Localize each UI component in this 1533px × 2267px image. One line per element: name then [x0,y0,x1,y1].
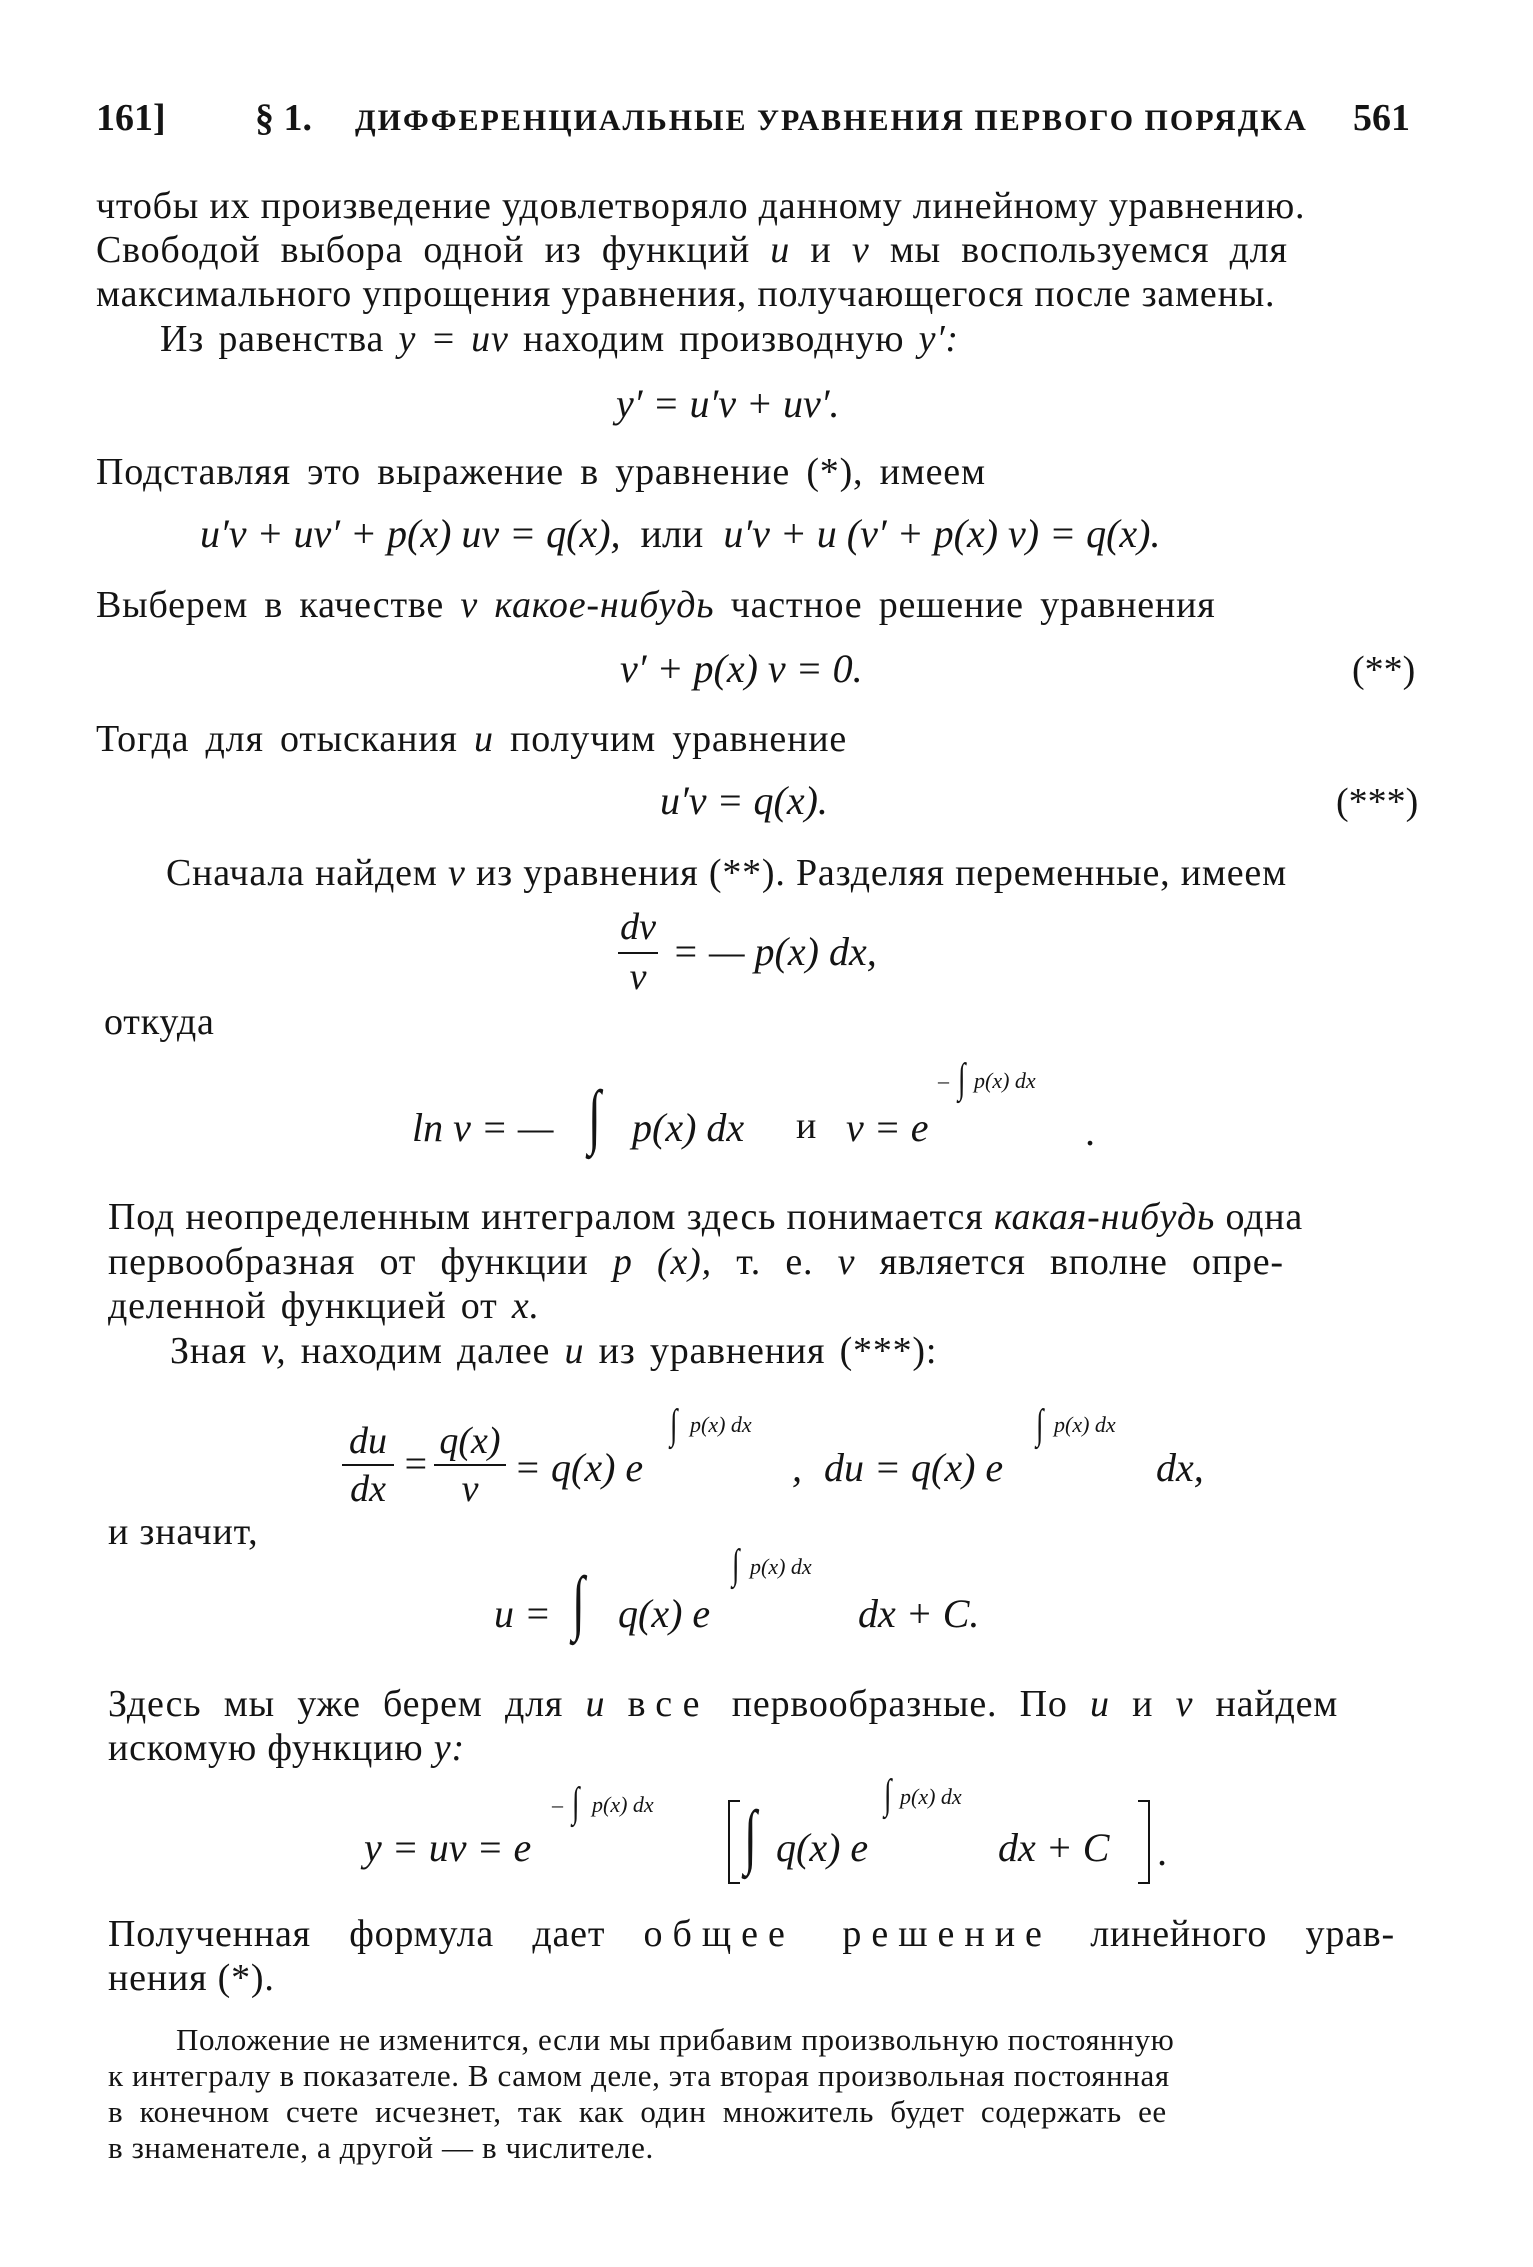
text-line: и значит, [108,1511,259,1553]
superscript: p(x) dx [592,1792,654,1817]
formula-substitution: u′v + uv′ + p(x) uv = q(x), или u′v + u (v′ + p(x) v) = q(x). [200,511,1161,556]
superscript: p(x) dx [900,1784,962,1809]
integral-sign: ∫ [732,1542,740,1588]
superscript: p(x) dx [690,1412,752,1437]
formula-equals: = [402,1441,429,1486]
formula-dot: . [1158,1829,1168,1874]
formula-dot: . [1086,1109,1096,1154]
fraction-bar [342,1464,394,1466]
formula-part: dx + C. [858,1591,980,1636]
text-line: Зная v, находим далее u из уравнения (***): [170,1330,938,1372]
formula-derivative: y′ = u′v + uv′. [616,381,840,426]
formula-part: u = [494,1591,551,1636]
header-left-ref: 161] [96,97,166,139]
superscript: p(x) dx [750,1554,812,1579]
text-line: Из равенства y = uv находим производную y′: [160,318,959,360]
integral-sign: ∫ [1036,1402,1044,1448]
fraction-denominator: v [461,1468,479,1510]
integral-sign: ∫ [588,1076,601,1156]
integral-sign: ∫ [958,1056,966,1102]
integral-sign: ∫ [572,1562,585,1642]
formula-v-exp: v = e [846,1105,929,1150]
left-bracket [728,1800,740,1884]
text-line: откуда [104,1001,215,1043]
formula-homogeneous: v′ + p(x) v = 0. [620,646,863,691]
header-section: § 1. [255,97,312,139]
integral-sign: ∫ [744,1796,757,1876]
superscript-minus: – [938,1068,949,1093]
text-line: Тогда для отыскания u получим уравнение [96,718,848,760]
footnote-line: Положение не изменится, если мы прибавим произвольную постоянную [176,2022,1175,2057]
text-line: Сначала найдем v из уравнения (**). Разделяя переменные, имеем [166,852,1287,894]
text-and: и [796,1105,818,1147]
formula-part: = q(x) e [514,1445,644,1490]
text-line: Под неопределенным интегралом здесь понимается какая-нибудь одна [108,1196,1304,1238]
superscript: p(x) dx [974,1068,1036,1093]
formula-part: q(x) e [618,1591,711,1636]
integral-sign: ∫ [884,1772,892,1818]
formula-separated: = — p(x) dx, [672,929,877,974]
superscript-minus: – [552,1792,563,1817]
fraction-denominator: dx [350,1468,386,1510]
text-line: Подставляя это выражение в уравнение (*), имеем [96,451,986,493]
formula-part: dx, [1156,1445,1204,1490]
formula-part: q(x) e [776,1825,869,1870]
footnote-line: в знаменателе, а другой — в числителе. [108,2130,654,2165]
integral-sign: ∫ [670,1402,678,1448]
superscript: p(x) dx [1054,1412,1116,1437]
text-line: первообразная от функции p (x), т. е. v является вполне опре- [108,1241,1284,1283]
fraction-denominator: v [629,956,647,998]
fraction-numerator: du [349,1420,387,1462]
fraction-bar [434,1464,506,1466]
text-line: Здесь мы уже берем для u все первообразные. По u и v найдем [108,1683,1339,1725]
footnote-line: к интегралу в показателе. В самом деле, эта вторая произвольная постоянная [108,2058,1170,2093]
right-bracket [1138,1800,1150,1884]
formula-integral-body: p(x) dx [632,1105,745,1150]
footnote-line: в конечном счете исчезнет, так как один множитель будет содержать ее [108,2094,1167,2129]
text-line: Выберем в качестве v какое-нибудь частное решение уравнения [96,584,1216,626]
formula-part: du = q(x) e [824,1445,1004,1490]
text-line: Свободой выбора одной из функций u и v мы воспользуемся для [96,229,1288,271]
text-line: Полученная формула дает общее решение линейного урав- [108,1913,1395,1955]
integral-sign: ∫ [572,1780,580,1826]
equation-number: (***) [1336,781,1419,823]
formula-part: dx + C [998,1825,1110,1870]
text-line: максимального упрощения уравнения, получающегося после замены. [96,273,1276,315]
fraction-numerator: q(x) [439,1420,501,1462]
text-line: деленной функцией от x. [108,1285,540,1327]
fraction-bar [618,952,658,954]
text-line: чтобы их произведение удовлетворяло данному линейному уравнению. [96,185,1306,227]
formula-ln: ln v = — [412,1105,554,1150]
equation-number: (**) [1352,649,1416,691]
fraction-numerator: dv [620,906,656,948]
text-line: нения (*). [108,1957,275,1999]
formula-part: y = uv = e [364,1825,532,1870]
page-number: 561 [1353,97,1410,139]
text-line: искомую функцию y: [108,1727,465,1769]
formula-u-equation: u′v = q(x). [660,778,828,823]
formula-comma: , [792,1445,802,1490]
header-title: ДИФФЕРЕНЦИАЛЬНЫЕ УРАВНЕНИЯ ПЕРВОГО ПОРЯДКА [355,104,1308,137]
